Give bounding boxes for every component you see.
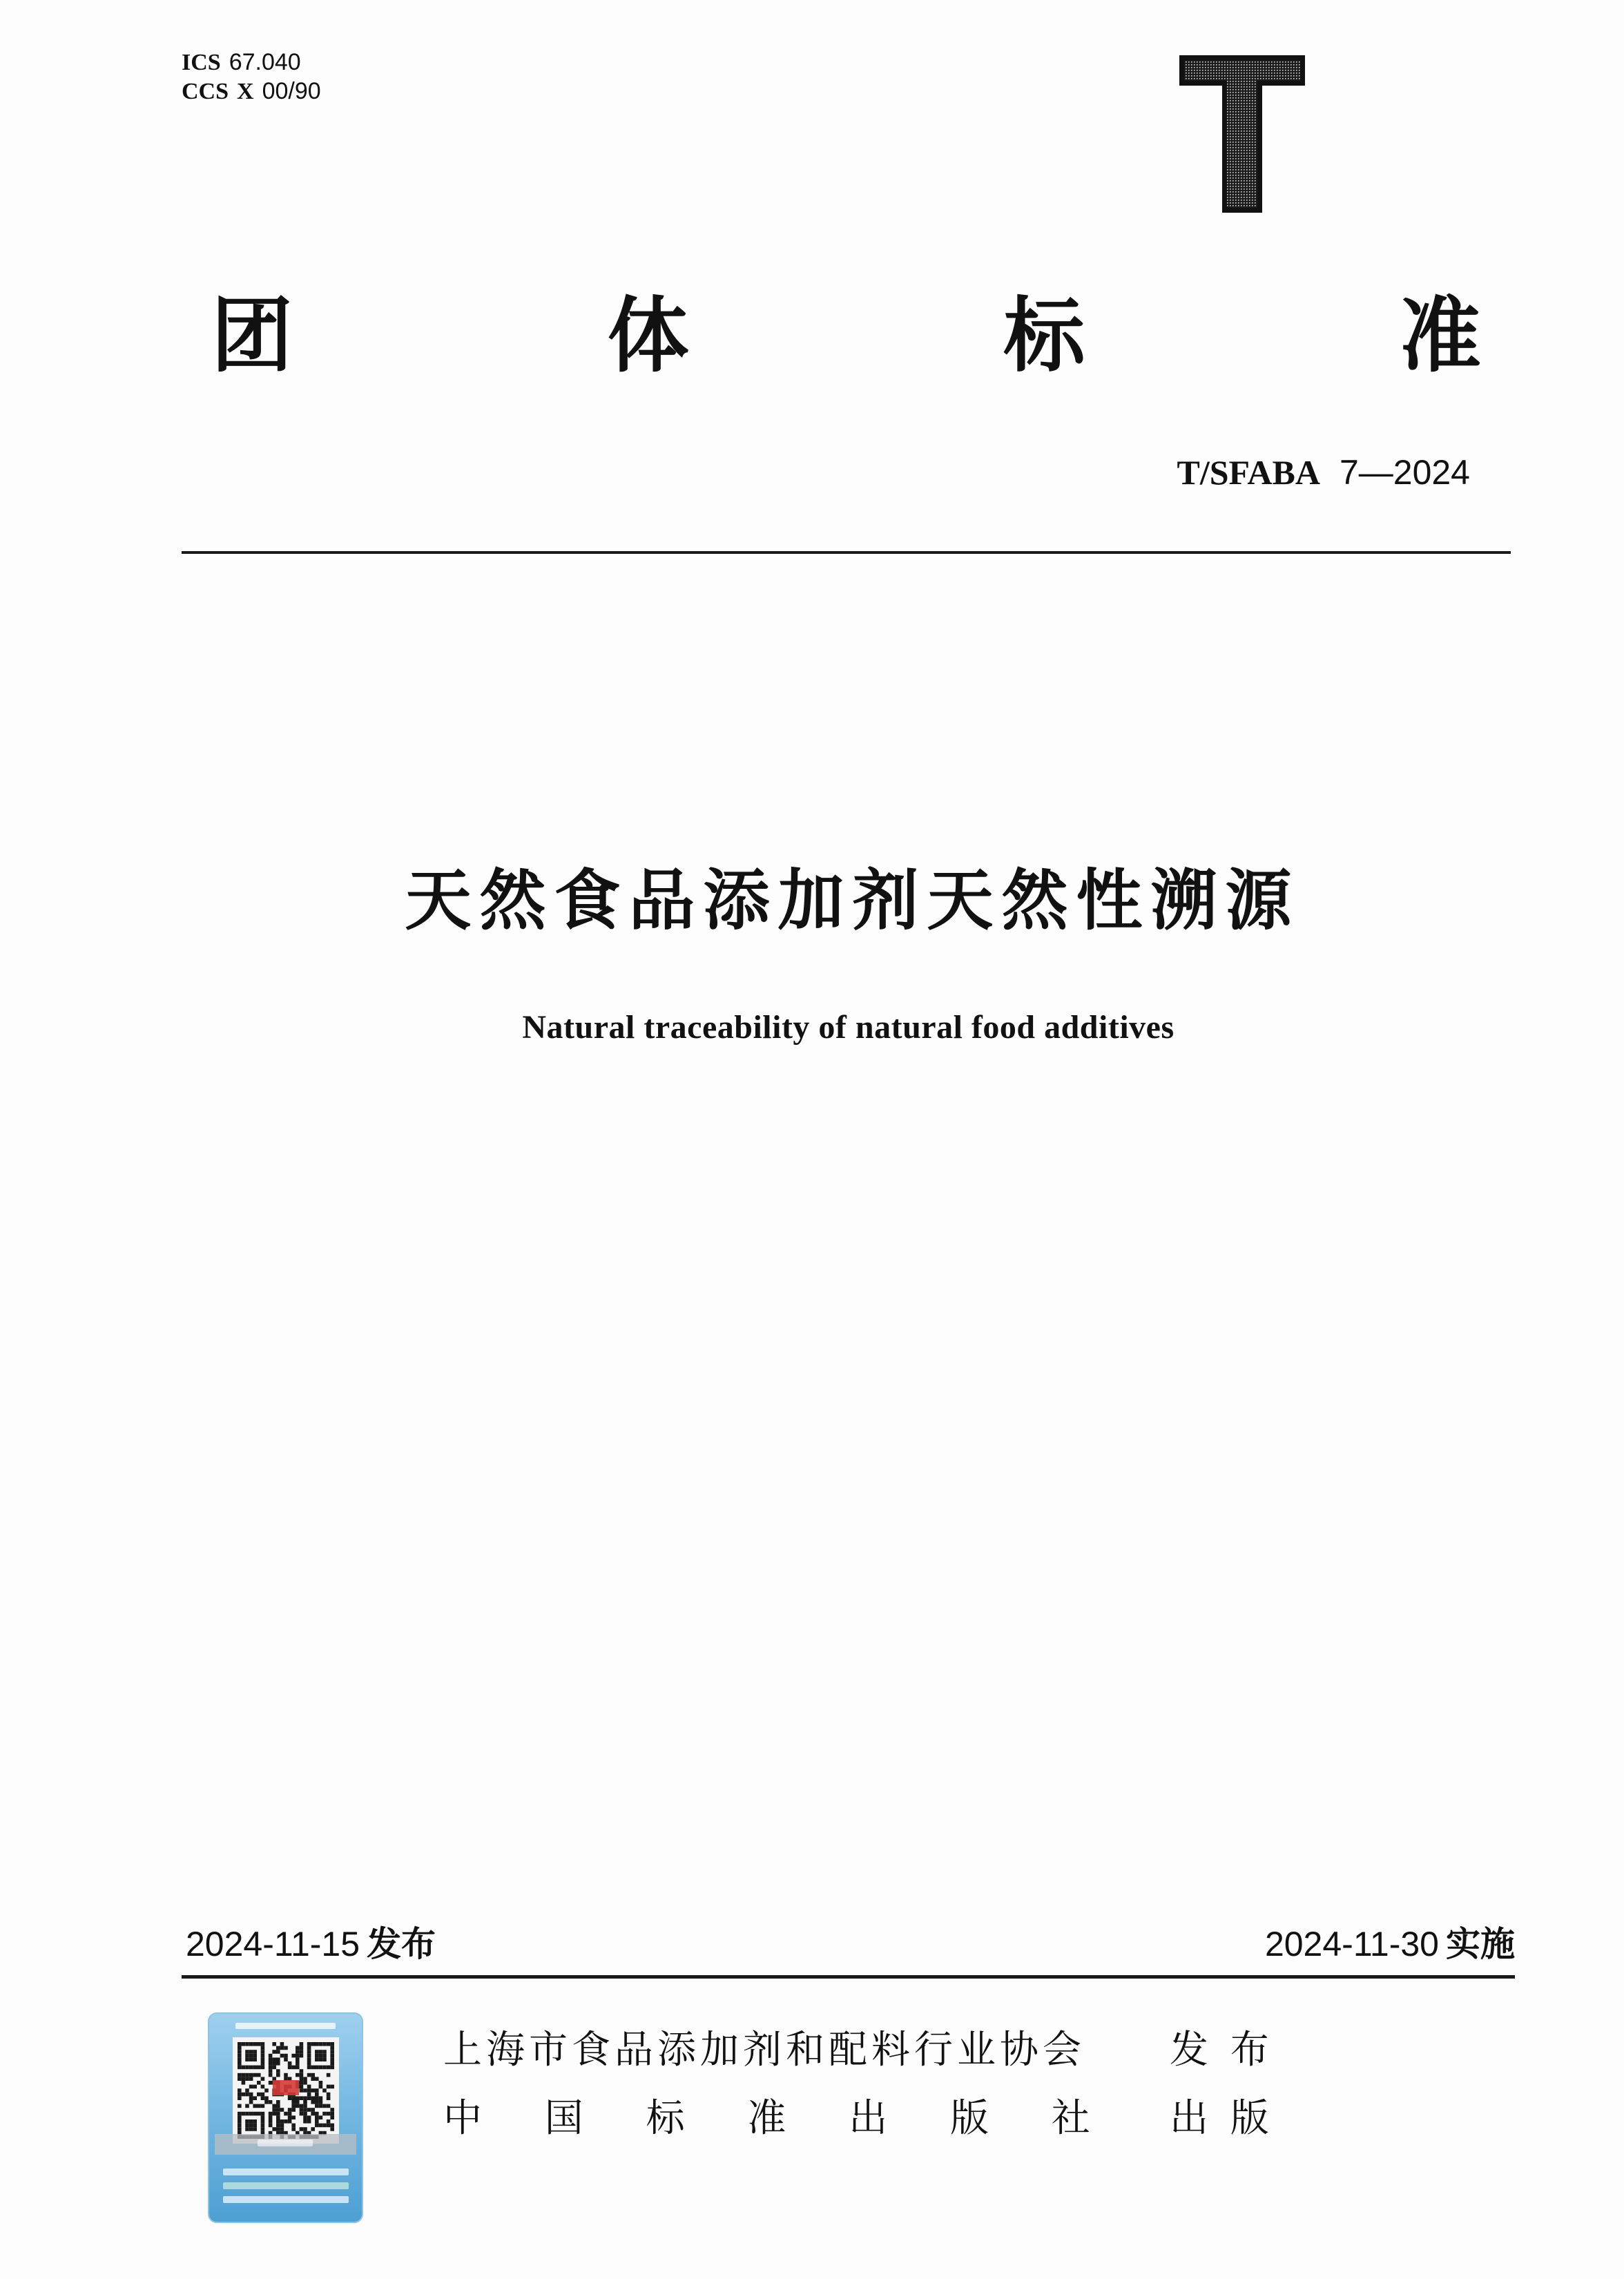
ccs-label: CCS (182, 79, 229, 104)
group-standard-t-logo (1179, 55, 1305, 213)
standard-number-prefix: T/SFABA (1177, 453, 1320, 492)
ics-value: 67.040 (229, 49, 301, 75)
standard-number (1177, 452, 1471, 492)
header-divider (182, 551, 1511, 554)
publisher-press: 中 国 标 准 出 版 社 (443, 2096, 1090, 2141)
standard-number-value: 7—2024 (1339, 453, 1470, 492)
ccs-code (182, 77, 321, 106)
document-category (211, 288, 1482, 383)
ccs-letter: X (237, 79, 254, 104)
publisher-role-publish: 出 版 (1170, 2096, 1269, 2141)
publish-date-value: 2024-11-15 (186, 1925, 360, 1963)
category-char: 准 (1399, 288, 1481, 383)
publish-date (186, 1924, 436, 1964)
anti-counterfeit-sticker (208, 2012, 363, 2223)
title-chinese: 天然食品添加剂天然性溯源 (405, 862, 1300, 939)
category-char: 体 (607, 288, 689, 383)
publisher-role-issue: 发 布 (1170, 2028, 1269, 2073)
implement-date (1265, 1924, 1515, 1964)
ics-label: ICS (182, 50, 221, 75)
implement-date-value: 2024-11-30 (1264, 1925, 1439, 1963)
footer-divider (182, 1975, 1515, 1979)
publish-date-label: 发布 (367, 1924, 436, 1964)
publisher-association: 上海市食品添加剂和配料行业协会 (443, 2028, 1085, 2073)
category-char: 团 (211, 288, 293, 383)
category-char: 标 (1003, 288, 1085, 383)
implement-date-label: 实施 (1446, 1924, 1515, 1964)
title-english: Natural traceability of natural food additives (522, 1009, 1174, 1046)
ccs-value: 00/90 (262, 78, 321, 104)
ics-code (182, 48, 301, 77)
